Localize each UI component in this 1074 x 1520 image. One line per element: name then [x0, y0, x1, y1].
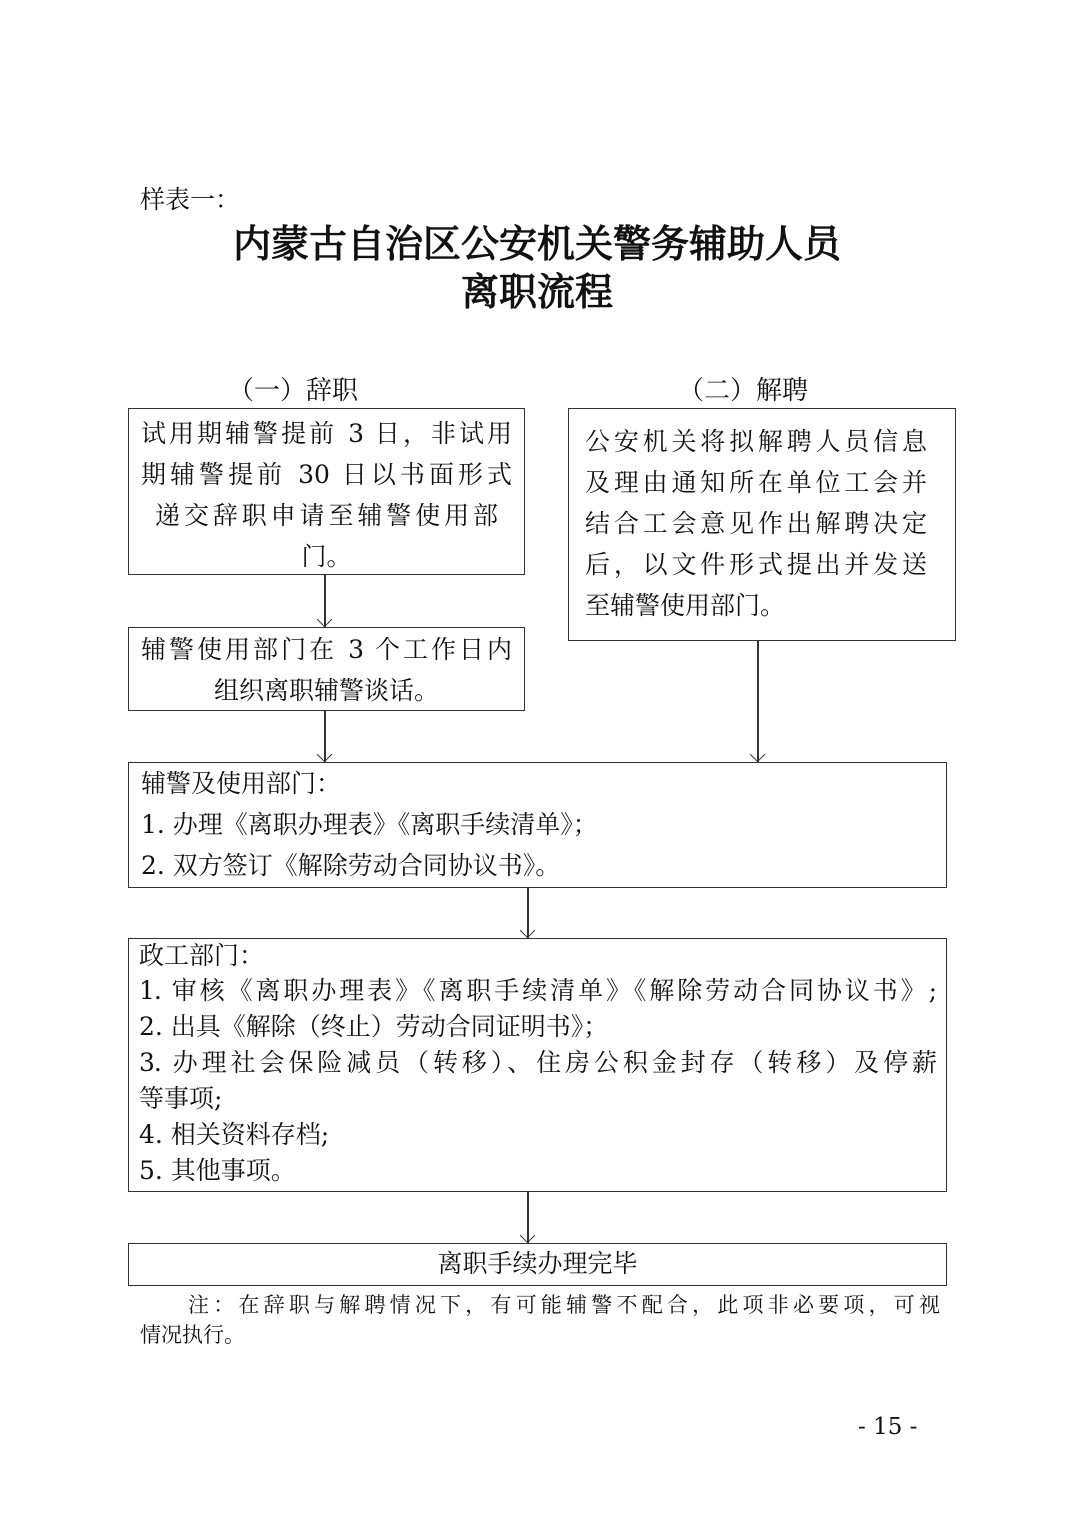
- box-line: 辅警使用部门在 3 个工作日内: [141, 635, 512, 664]
- box-line: 结合工会意见作出解聘决定: [585, 509, 927, 538]
- dismiss-box: [568, 408, 956, 641]
- footnote: [140, 1290, 940, 1350]
- section-resign-heading: （一）辞职: [228, 376, 359, 406]
- box-line: 等事项;: [139, 1084, 223, 1113]
- box-line: 离职手续办理完毕: [437, 1249, 638, 1278]
- box-line: 递交辞职申请至辅警使用部: [155, 501, 498, 530]
- box-line: 试用期辅警提前 3 日，非试用: [141, 419, 512, 448]
- box-line: 期辅警提前 30 日以书面形式: [141, 460, 512, 489]
- box-line: 及理由通知所在单位工会并: [585, 468, 927, 497]
- talk-box: [128, 627, 525, 711]
- department-box: [128, 762, 947, 888]
- box-line: 辅警及使用部门：: [141, 769, 342, 798]
- box-line: 2. 出具《解除（终止）劳动合同证明书》；: [139, 1012, 609, 1041]
- arrow-3: [757, 641, 759, 762]
- sample-label: 样表一：: [140, 185, 241, 214]
- page-number: - 15 -: [858, 1414, 918, 1440]
- box-line: 2. 双方签订《解除劳动合同协议书》。: [141, 851, 561, 880]
- political-dept-box: [128, 938, 947, 1192]
- page-title: [0, 220, 1074, 316]
- box-line: 5. 其他事项。: [139, 1156, 296, 1185]
- box-line: 门。: [301, 542, 352, 571]
- arrow-head-icon: [520, 923, 536, 939]
- box-line: 公安机关将拟解聘人员信息: [585, 427, 927, 456]
- box-line: 4. 相关资料存档;: [139, 1120, 330, 1149]
- box-line: 政工部门：: [139, 941, 265, 970]
- box-line: 组织离职辅警谈话。: [213, 676, 439, 705]
- note-line: 情况执行。: [140, 1323, 245, 1347]
- arrow-head-icon: [750, 747, 766, 763]
- box-line: 后，以文件形式提出并发送: [585, 550, 927, 579]
- box-line: 1. 审核《离职办理表》《离职手续清单》《解除劳动合同协议书》;: [139, 976, 936, 1005]
- resign-request-box: [128, 408, 525, 575]
- section-dismiss-heading: （二）解聘: [678, 376, 809, 406]
- box-line: 3. 办理社会保险减员（转移）、住房公积金封存（转移）及停薪: [139, 1048, 936, 1077]
- box-line: 1. 办理《离职办理表》《离职手续清单》；: [141, 810, 598, 839]
- arrow-head-icon: [317, 612, 333, 628]
- note-line: 注：在辞职与解聘情况下，有可能辅警不配合，此项非必要项，可视: [188, 1293, 940, 1317]
- completion-box: [128, 1243, 947, 1286]
- arrow-head-icon: [317, 747, 333, 763]
- arrow-head-icon: [520, 1228, 536, 1244]
- title-line-2: 离职流程: [460, 269, 613, 314]
- title-line-1: 内蒙古自治区公安机关警务辅助人员: [232, 221, 841, 266]
- box-line: 至辅警使用部门。: [585, 591, 786, 620]
